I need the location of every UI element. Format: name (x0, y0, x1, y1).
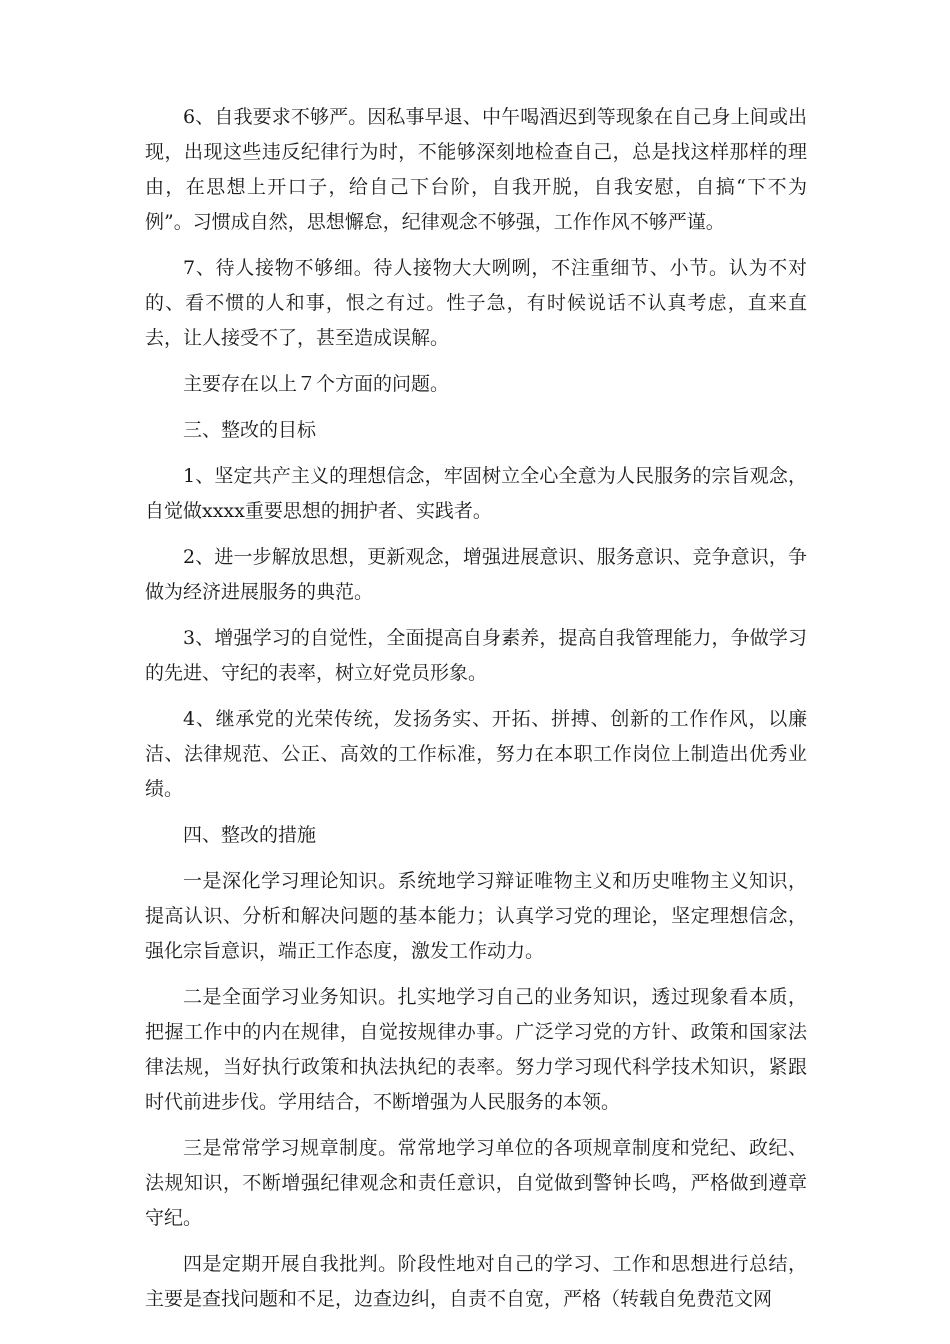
paragraph-6-self-discipline: 6、自我要求不够严。因私事早退、中午喝酒迟到等现象在自己身上间或出现，出现这些违反纪律行为时，不能够深刻地检查自己，总是找这样那样的理由，在思想上开口子，给自己下台阶，自我开脱，自我安慰，自搞“下不为例”。习惯成自然，思想懈怠，纪律观念不够强，工作作风不够严谨。 (145, 106, 807, 233)
section-heading-measures: 四、整改的措施 (183, 824, 317, 846)
paragraph-measure-3: 三是常常学习规章制度。常常地学习单位的各项规章制度和党纪、政纪、法规知识，不断增强纪律观念和责任意识，自觉做到警钟长鸣，严格做到遵章守纪。 (145, 1137, 807, 1229)
paragraph-measure-2: 二是全面学习业务知识。扎实地学习自己的业务知识，透过现象看本质，把握工作中的内在规律，自觉按规律办事。广泛学习党的方针、政策和国家法律法规，当好执行政策和执法执纪的表率。努力学习现代科学技术知识，紧跟时代前进步伐。学用结合，不断增强为人民服务的本领。 (145, 986, 807, 1113)
section-heading-goals: 三、整改的目标 (183, 419, 317, 441)
paragraph-7-interpersonal: 7、待人接物不够细。待人接物大大咧咧，不注重细节、小节。认为不对的、看不惯的人和事，恨之有过。性子急，有时候说话不认真考虑，直来直去，让人接受不了，甚至造成误解。 (145, 257, 807, 349)
paragraph-measure-1: 一是深化学习理论知识。系统地学习辩证唯物主义和历史唯物主义知识，提高认识、分析和解决问题的基本能力；认真学习党的理论，坚定理想信念，强化宗旨意识，端正工作态度，激发工作动力。 (145, 870, 807, 962)
paragraph-summary: 主要存在以上７个方面的问题。 (183, 373, 450, 395)
document-page (145, 100, 807, 1328)
paragraph-goal-1: 1、坚定共产主义的理想信念，牢固树立全心全意为人民服务的宗旨观念，自觉做xxxx重要思想的拥护者、实践者。 (145, 465, 807, 522)
paragraph-goal-2: 2、进一步解放思想，更新观念，增强进展意识、服务意识、竞争意识，争做为经济进展服务的典范。 (145, 546, 807, 603)
paragraph-goal-3: 3、增强学习的自觉性，全面提高自身素养，提高自我管理能力，争做学习的先进、守纪的表率，树立好党员形象。 (145, 627, 807, 684)
paragraph-measure-4: 四是定期开展自我批判。阶段性地对自己的学习、工作和思想进行总结，主要是查找问题和不足，边查边纠，自责不自宽，严格（转载自免费范文网 (145, 1253, 807, 1310)
paragraph-goal-4: 4、继承党的光荣传统，发扬务实、开拓、拼搏、创新的工作作风，以廉洁、法律规范、公正、高效的工作标准，努力在本职工作岗位上制造出优秀业绩。 (145, 708, 807, 800)
